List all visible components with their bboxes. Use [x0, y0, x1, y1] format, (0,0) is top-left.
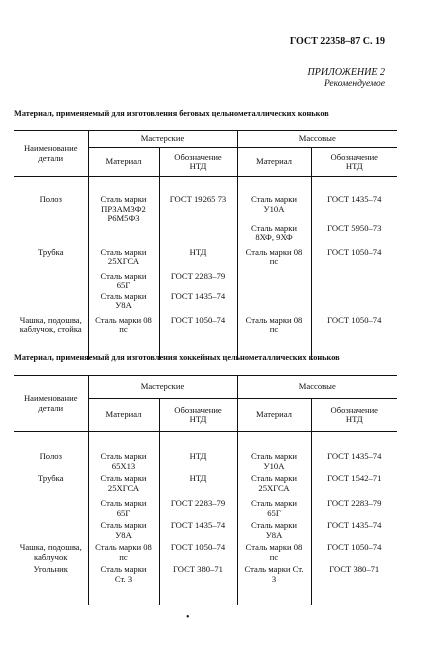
- cell-designation-mass: ГОСТ 2283–79: [327, 498, 382, 508]
- cell-designation-workshop: ГОСТ 1050–74: [159, 543, 237, 565]
- spacer-cell: [237, 177, 311, 196]
- cell-designation-mass: ГОСТ 380–71: [329, 564, 380, 574]
- spacer-cell: [311, 432, 397, 453]
- cell-material-workshop: Сталь марки 65Х13: [88, 452, 159, 474]
- cell-part: [14, 521, 88, 543]
- cell-designation-mass: ГОСТ 1050–74: [327, 246, 382, 257]
- cell-material-mass: Сталь марки 65Г: [237, 499, 311, 521]
- table-row: [14, 272, 397, 292]
- cell-material-mass: Сталь марки У8А: [237, 521, 311, 543]
- cell-designation-workshop: НТД: [159, 452, 237, 474]
- spacer-cell: [237, 432, 311, 453]
- table-1: [14, 130, 397, 360]
- spacer-cell: [14, 432, 88, 453]
- column-header-material: Материал: [88, 148, 159, 177]
- cell-material-workshop: Сталь марки 25ХГСА: [88, 474, 159, 499]
- column-header-material: Материал: [237, 399, 311, 432]
- column-header-workshop: Мастерские: [88, 376, 237, 399]
- cell-part: Трубка: [14, 248, 88, 272]
- cell-material-mass: [237, 292, 311, 316]
- column-header-workshop: Мастерские: [88, 131, 237, 148]
- spacer-cell: [159, 177, 237, 196]
- spacer-cell: [311, 177, 397, 196]
- cell-material-workshop: Сталь марки 65Г: [88, 272, 159, 292]
- cell-designation-workshop: ГОСТ 2283–79: [159, 272, 237, 292]
- cell-part: [14, 499, 88, 521]
- cell-material-mass: Сталь марки 08 пс: [237, 316, 311, 360]
- table-row: [14, 292, 397, 316]
- appendix-title: ПРИЛОЖЕНИЕ 2: [307, 67, 385, 78]
- cell-designation-mass: ГОСТ 1542–71: [327, 473, 382, 483]
- cell-material-workshop: [88, 224, 159, 248]
- cell-designation-workshop: ГОСТ 1435–74: [159, 521, 237, 543]
- appendix-subtitle: Рекомендуемое: [323, 79, 385, 89]
- cell-material-workshop: Сталь марки 08 пс: [88, 543, 159, 565]
- cell-part: Трубка: [14, 474, 88, 499]
- cell-material-workshop: Сталь марки 25ХГСА: [88, 248, 159, 272]
- table-row: [14, 224, 397, 248]
- cell-part: Чашка, подошва, каблучок, стойка: [14, 316, 88, 360]
- table-row: [14, 543, 397, 565]
- cell-part: [14, 224, 88, 248]
- cell-material-mass: Сталь марки У10А: [237, 452, 311, 474]
- column-header-designation: Обозначение НТД: [311, 148, 397, 177]
- cell-part: Угольник: [14, 565, 88, 605]
- column-header-mass: Массовые: [237, 131, 397, 148]
- table-row: [14, 521, 397, 543]
- page-header: ГОСТ 22358–87 С. 19: [289, 36, 385, 47]
- cell-material-workshop: Сталь марки Ст. 3: [88, 565, 159, 605]
- column-header-designation: Обозначение НТД: [311, 399, 397, 432]
- table-row: [14, 248, 397, 272]
- column-header-designation: Обозначение НТД: [159, 399, 237, 432]
- column-header-material: Материал: [237, 148, 311, 177]
- cell-part: Полоз: [14, 452, 88, 474]
- cell-part: [14, 272, 88, 292]
- table-row: [14, 474, 397, 499]
- cell-material-mass: Сталь марки У10А: [237, 195, 311, 224]
- column-header-mass: Массовые: [237, 376, 397, 399]
- cell-material-mass: Сталь марки 08 пс: [237, 248, 311, 272]
- cell-material-workshop: Сталь марки У8А: [88, 292, 159, 316]
- cell-designation-mass: ГОСТ 1050–74: [327, 314, 382, 325]
- column-header-part-name: Наименование детали: [14, 376, 88, 432]
- cell-material-workshop: Сталь марки У8А: [88, 521, 159, 543]
- cell-designation-workshop: ГОСТ 380–71: [159, 565, 237, 605]
- cell-material-workshop: Сталь марки 08 пс: [88, 316, 159, 360]
- cell-designation-mass: ГОСТ 5950–73: [327, 222, 382, 233]
- cell-designation-workshop: ГОСТ 2283–79: [159, 499, 237, 521]
- cell-designation-mass: ГОСТ 1435–74: [327, 520, 382, 530]
- spacer-cell: [88, 432, 159, 453]
- cell-designation-workshop: [159, 224, 237, 248]
- spacer-cell: [14, 177, 88, 196]
- cell-part: [14, 292, 88, 316]
- cell-designation-workshop: ГОСТ 19265 73: [159, 195, 237, 224]
- spacer-cell: [88, 177, 159, 196]
- column-header-designation: Обозначение НТД: [159, 148, 237, 177]
- table-2: [14, 375, 397, 605]
- cell-material-workshop: Сталь марки 65Г: [88, 499, 159, 521]
- cell-part: Полоз: [14, 195, 88, 224]
- cell-designation-mass: ГОСТ 1435–74: [327, 194, 382, 204]
- cell-material-workshop: Сталь марки ПРЗАМ3Ф2 Р6М5Ф3: [88, 195, 159, 224]
- column-header-material: Материал: [88, 399, 159, 432]
- table-1-caption: Материал, применяемый для изготовления беговых цельнометаллических коньков: [14, 109, 329, 118]
- cell-designation-workshop: НТД: [159, 474, 237, 499]
- cell-material-mass: Сталь марки 08 пс: [237, 543, 311, 565]
- cell-material-mass: Сталь марки 8ХФ, 9ХФ: [237, 224, 311, 248]
- cell-designation-workshop: ГОСТ 1435–74: [159, 292, 237, 316]
- table-row: [14, 499, 397, 521]
- cell-designation-mass: [311, 292, 397, 316]
- cell-designation-mass: ГОСТ 1050–74: [327, 542, 382, 552]
- table-row: [14, 565, 397, 605]
- cell-designation-workshop: НТД: [159, 248, 237, 272]
- table-row: [14, 195, 397, 224]
- cell-material-mass: [237, 272, 311, 292]
- cell-designation-mass: ГОСТ 1435–74: [327, 451, 382, 461]
- table-row: [14, 452, 397, 474]
- cell-designation-mass: [311, 272, 397, 292]
- cell-material-mass: Сталь марки 25ХГСА: [237, 474, 311, 499]
- cell-designation-workshop: ГОСТ 1050–74: [159, 316, 237, 360]
- page-mark: •: [186, 612, 190, 623]
- spacer-cell: [159, 432, 237, 453]
- column-header-part-name: Наименование детали: [14, 131, 88, 177]
- cell-material-mass: Сталь марки Ст. 3: [237, 565, 311, 605]
- cell-part: Чашка, подошва, каблучок: [14, 543, 88, 565]
- table-2-caption: Материал, применяемый для изготовления хоккейных цельнометаллических коньков: [14, 353, 340, 362]
